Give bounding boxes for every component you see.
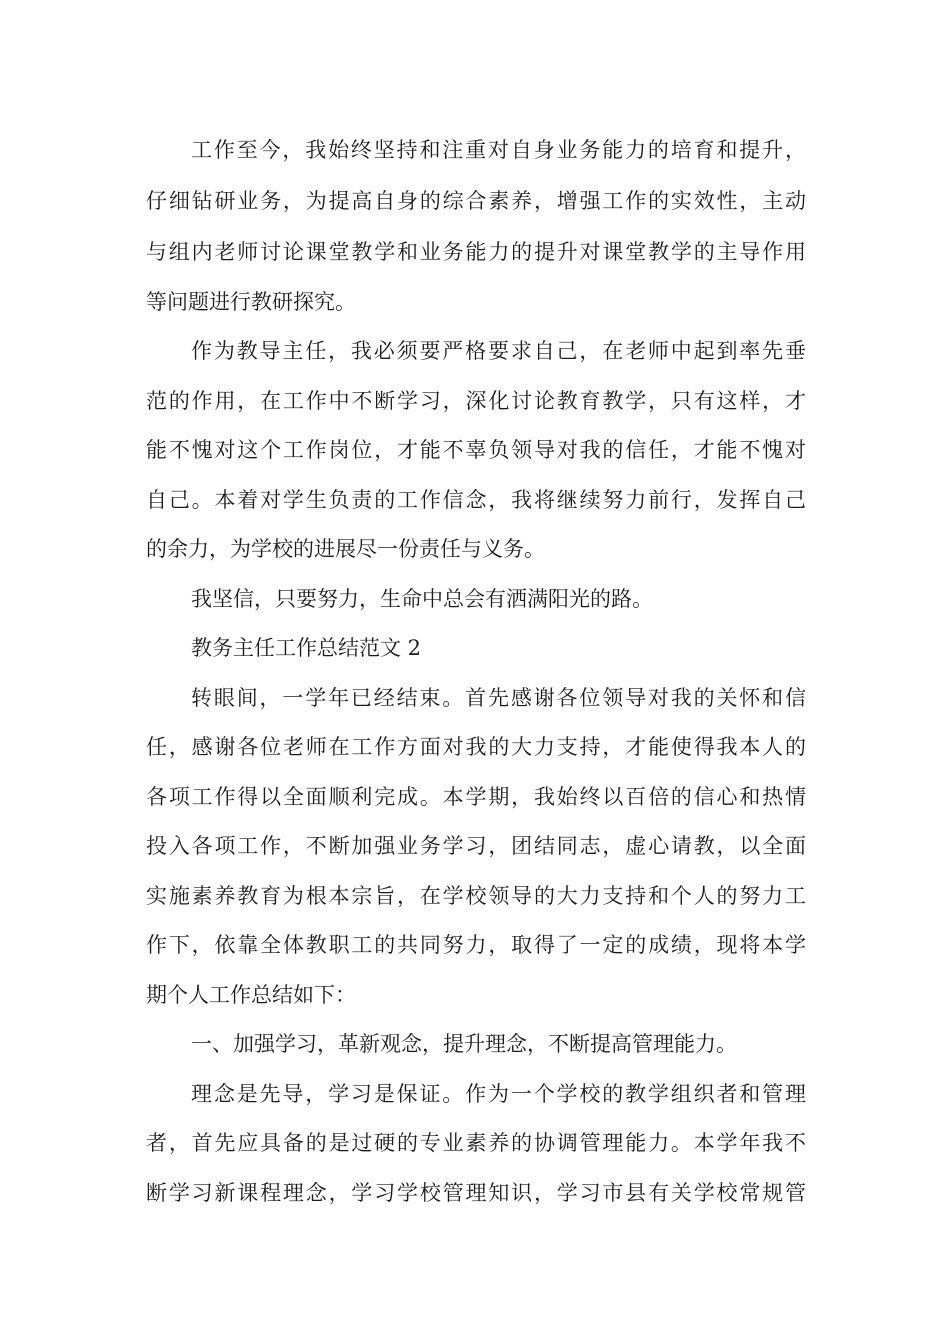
paragraph-line: 仔细钻研业务，为提高自身的综合素养，增强工作的实效性，主动 — [146, 189, 806, 213]
section-heading: 教务主任工作总结范文 2 — [191, 636, 422, 660]
paragraph-line: 我坚信，只要努力，生命中总会有洒满阳光的路。 — [191, 587, 653, 611]
paragraph-line: 者，首先应具备的是过硬的专业素养的协调管理能力。本学年我不 — [146, 1131, 806, 1155]
paragraph-line: 范的作用，在工作中不断学习，深化讨论教育教学，只有这样，才 — [146, 389, 806, 413]
paragraph-line: 作下，依靠全体教职工的共同努力，取得了一定的成绩，现将本学 — [146, 933, 806, 957]
paragraph-line: 工作至今，我始终坚持和注重对自身业务能力的培育和提升， — [191, 138, 806, 162]
paragraph-line: 投入各项工作，不断加强业务学习，团结同志，虚心请教，以全面 — [146, 834, 806, 858]
paragraph-line: 能不愧对这个工作岗位，才能不辜负领导对我的信任，才能不愧对 — [146, 438, 806, 462]
paragraph-line: 各项工作得以全面顺利完成。本学期，我始终以百倍的信心和热情 — [146, 785, 806, 809]
paragraph-line: 实施素养教育为根本宗旨，在学校领导的大力支持和个人的努力工 — [146, 884, 806, 908]
section-heading: 一、加强学习，革新观念，提升理念，不断提高管理能力。 — [191, 1032, 737, 1056]
paragraph-line: 与组内老师讨论课堂教学和业务能力的提升对课堂教学的主导作用 — [146, 240, 806, 264]
paragraph-line: 理念是先导，学习是保证。作为一个学校的教学组织者和管理 — [191, 1082, 806, 1106]
paragraph-line: 自己。本着对学生负责的工作信念，我将继续努力前行，发挥自己 — [146, 488, 806, 512]
paragraph-line: 任，感谢各位老师在工作方面对我的大力支持，才能使得我本人的 — [146, 735, 806, 759]
paragraph-line: 的余力，为学校的进展尽一份责任与义务。 — [146, 537, 545, 561]
paragraph-line: 等问题进行教研探究。 — [146, 290, 356, 314]
paragraph-line: 作为教导主任，我必须要严格要求自己，在老师中起到率先垂 — [191, 339, 806, 363]
paragraph-line: 期个人工作总结如下： — [146, 983, 356, 1007]
paragraph-line: 断学习新课程理念，学习学校管理知识，学习市县有关学校常规管 — [146, 1181, 806, 1205]
paragraph-line: 转眼间，一学年已经结束。首先感谢各位领导对我的关怀和信 — [191, 686, 806, 710]
